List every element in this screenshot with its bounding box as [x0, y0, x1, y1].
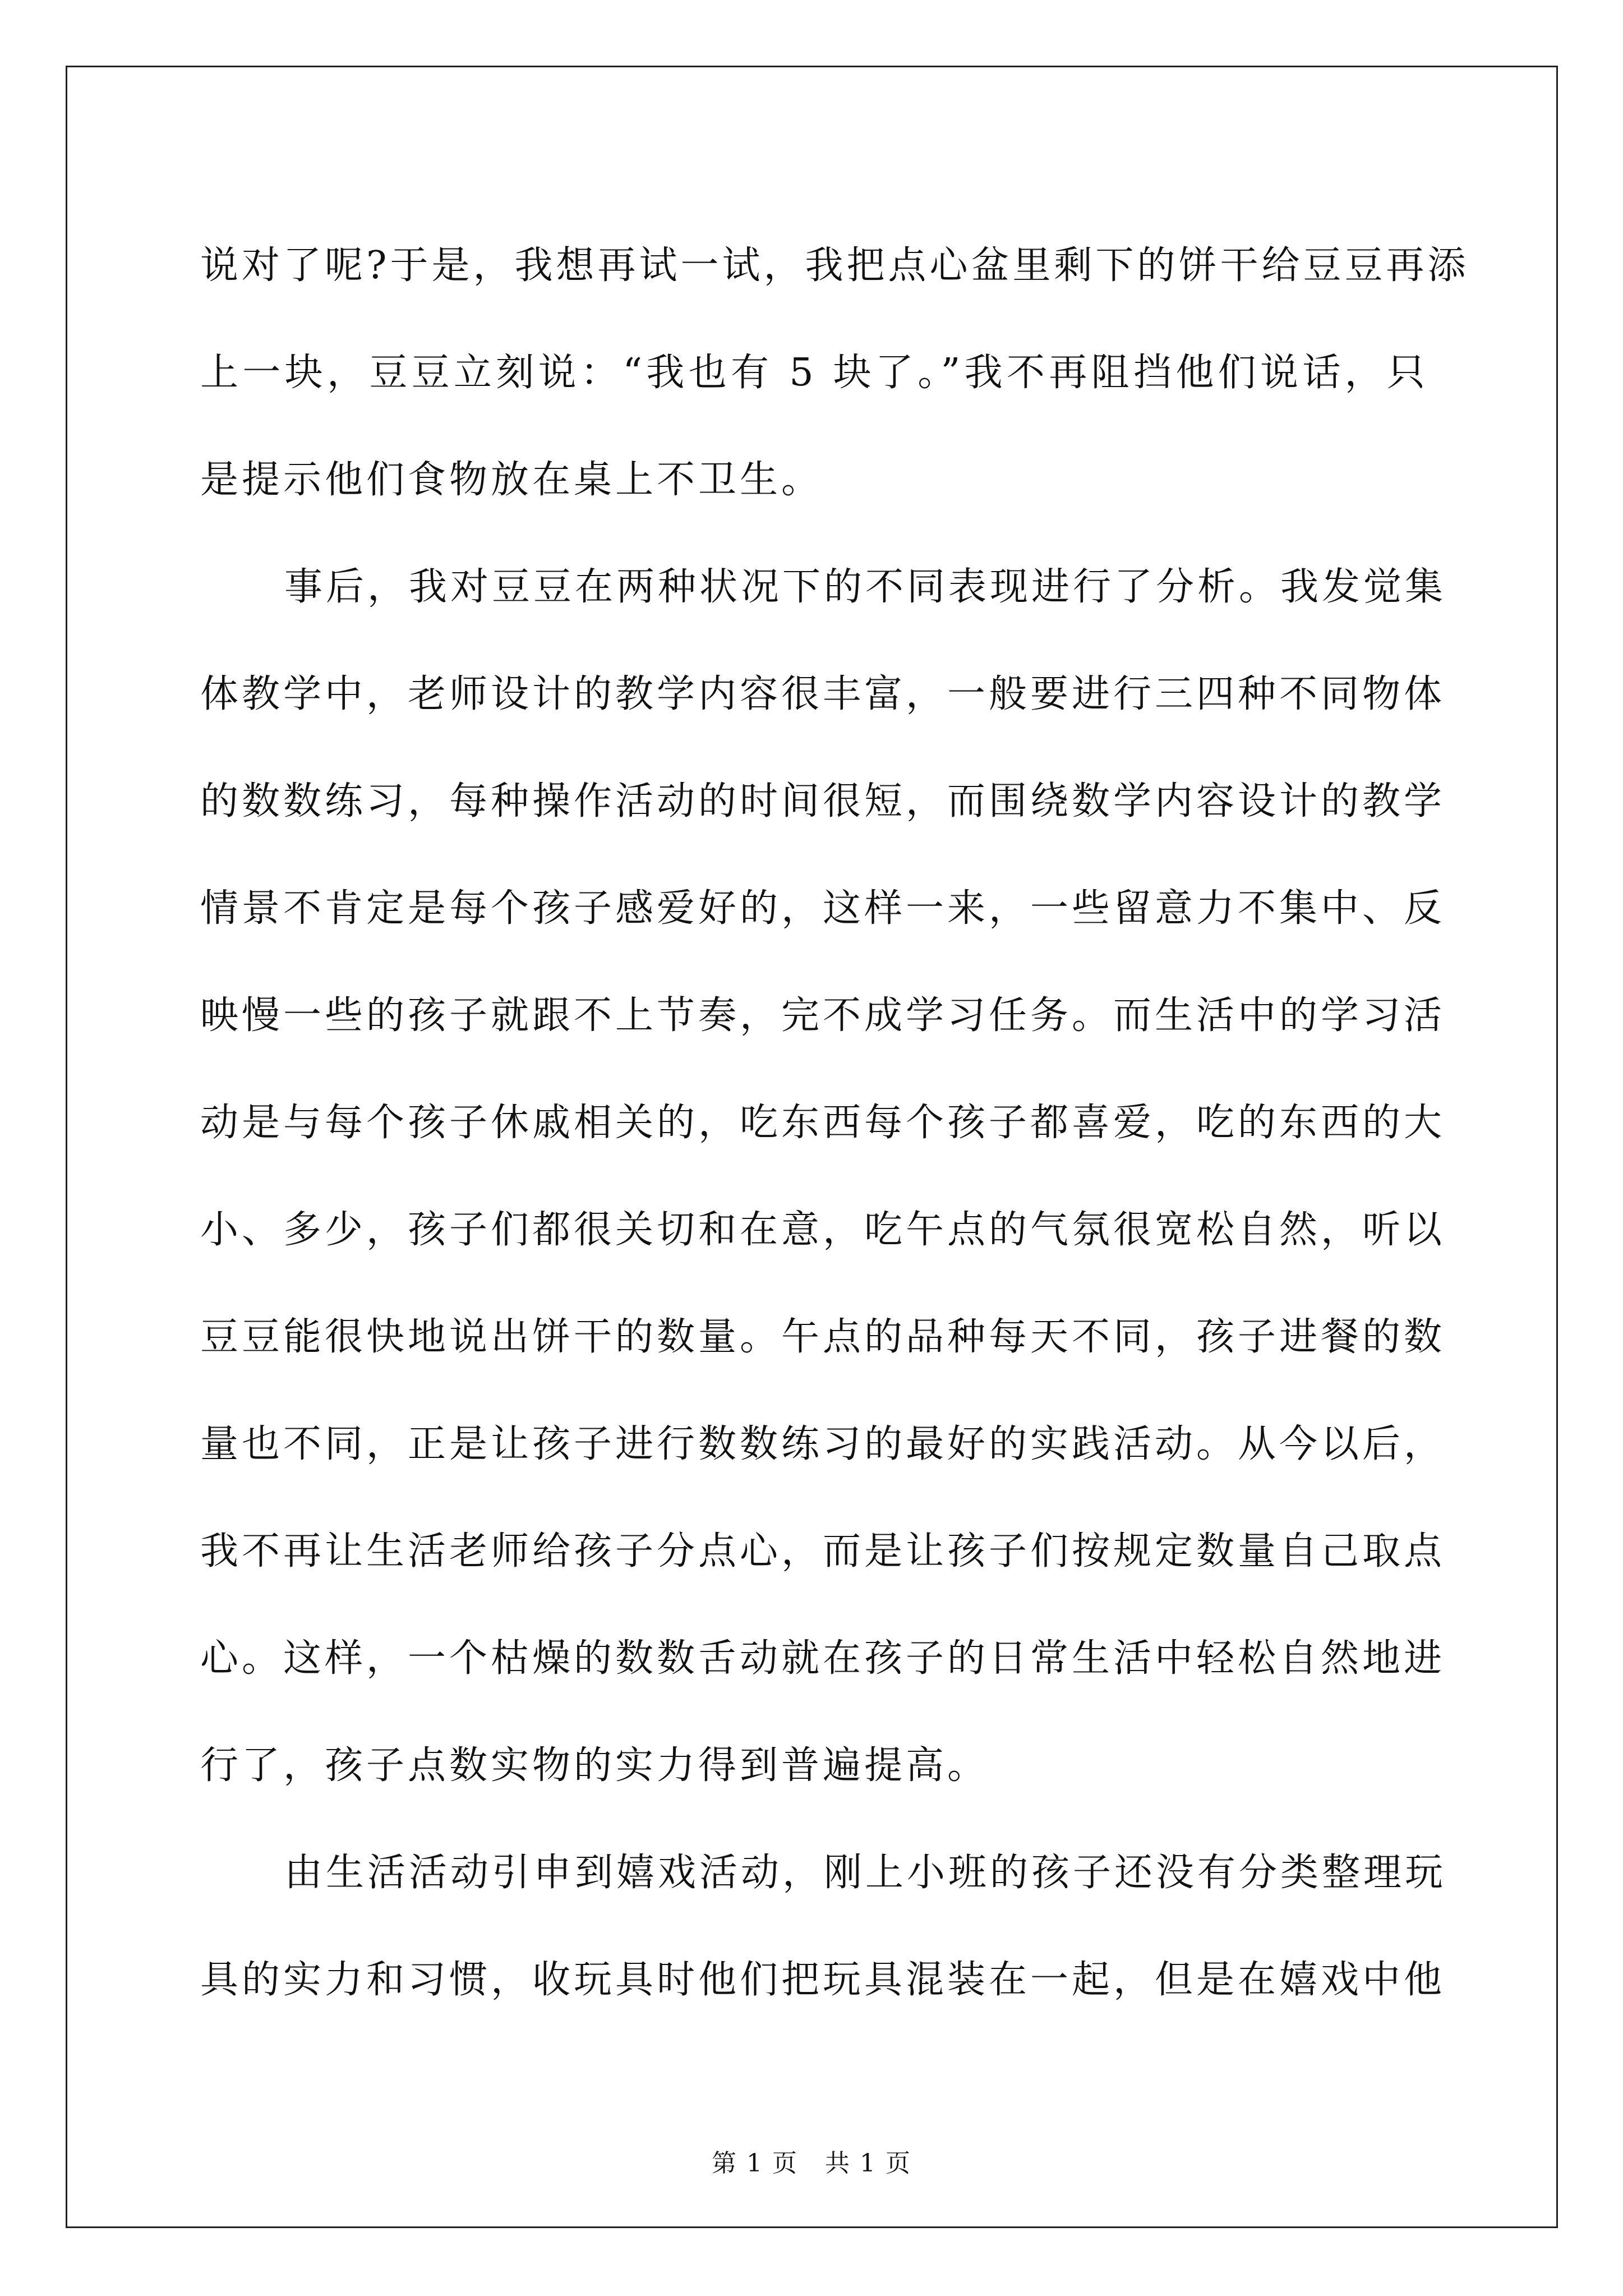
page-footer	[0, 2147, 1623, 2180]
paragraph-2	[200, 533, 1447, 1819]
page-number: 第 1 页	[712, 2149, 799, 2178]
text-line: 豆豆能很快地说出饼干的数量。午点的品种每天不同，孩子进餐的数	[200, 1315, 1446, 1359]
text-line: 心。这样，一个枯燥的数数舌动就在孩子的日常生活中轻松自然地进	[200, 1636, 1446, 1681]
text-line: 情景不肯定是每个孩子感爱好的，这样一来，一些留意力不集中、反	[200, 886, 1446, 931]
paragraph-1	[200, 212, 1469, 533]
text-line: 量也不同，正是让孩子进行数数练习的最好的实践活动。从今以后，	[200, 1422, 1446, 1466]
paragraph-3	[200, 1819, 1447, 2033]
text-line: 体教学中，老师设计的教学内容很丰富，一般要进行三四种不同物体	[200, 672, 1446, 716]
text-line: 上一块，豆豆立刻说：“我也有 5 块了。”我不再阻挡他们说话，只	[200, 351, 1428, 395]
text-line: 事后，我对豆豆在两种状况下的不同表现进行了分析。我发觉集	[284, 565, 1447, 609]
text-line: 小、多少，孩子们都很关切和在意，吃午点的气氛很宽松自然，听以	[200, 1208, 1446, 1252]
footer-spacer	[798, 2149, 825, 2178]
text-line: 行了，孩子点数实物的实力得到普遍提高。	[200, 1743, 989, 1788]
text-line: 我不再让生活老师给孩子分点心，而是让孩子们按规定数量自己取点	[200, 1529, 1446, 1573]
page-total: 共 1 页	[824, 2149, 911, 2178]
text-line: 映慢一些的孩子就跟不上节奏，完不成学习任务。而生活中的学习活	[200, 993, 1446, 1038]
text-line: 的数数练习，每种操作活动的时间很短，而围绕数学内容设计的教学	[200, 779, 1446, 823]
text-line: 由生活活动引申到嬉戏活动，刚上小班的孩子还没有分类整理玩	[284, 1851, 1447, 1895]
text-line: 说对了呢?于是，我想再试一试，我把点心盆里剩下的饼干给豆豆再添	[200, 243, 1469, 288]
text-line: 动是与每个孩子休戚相关的，吃东西每个孩子都喜爱，吃的东西的大	[200, 1101, 1446, 1145]
text-line: 具的实力和习惯，收玩具时他们把玩具混装在一起，但是在嬉戏中他	[200, 1958, 1446, 2002]
document-body	[200, 212, 1469, 2033]
text-line: 是提示他们食物放在桌上不卫生。	[200, 458, 823, 502]
